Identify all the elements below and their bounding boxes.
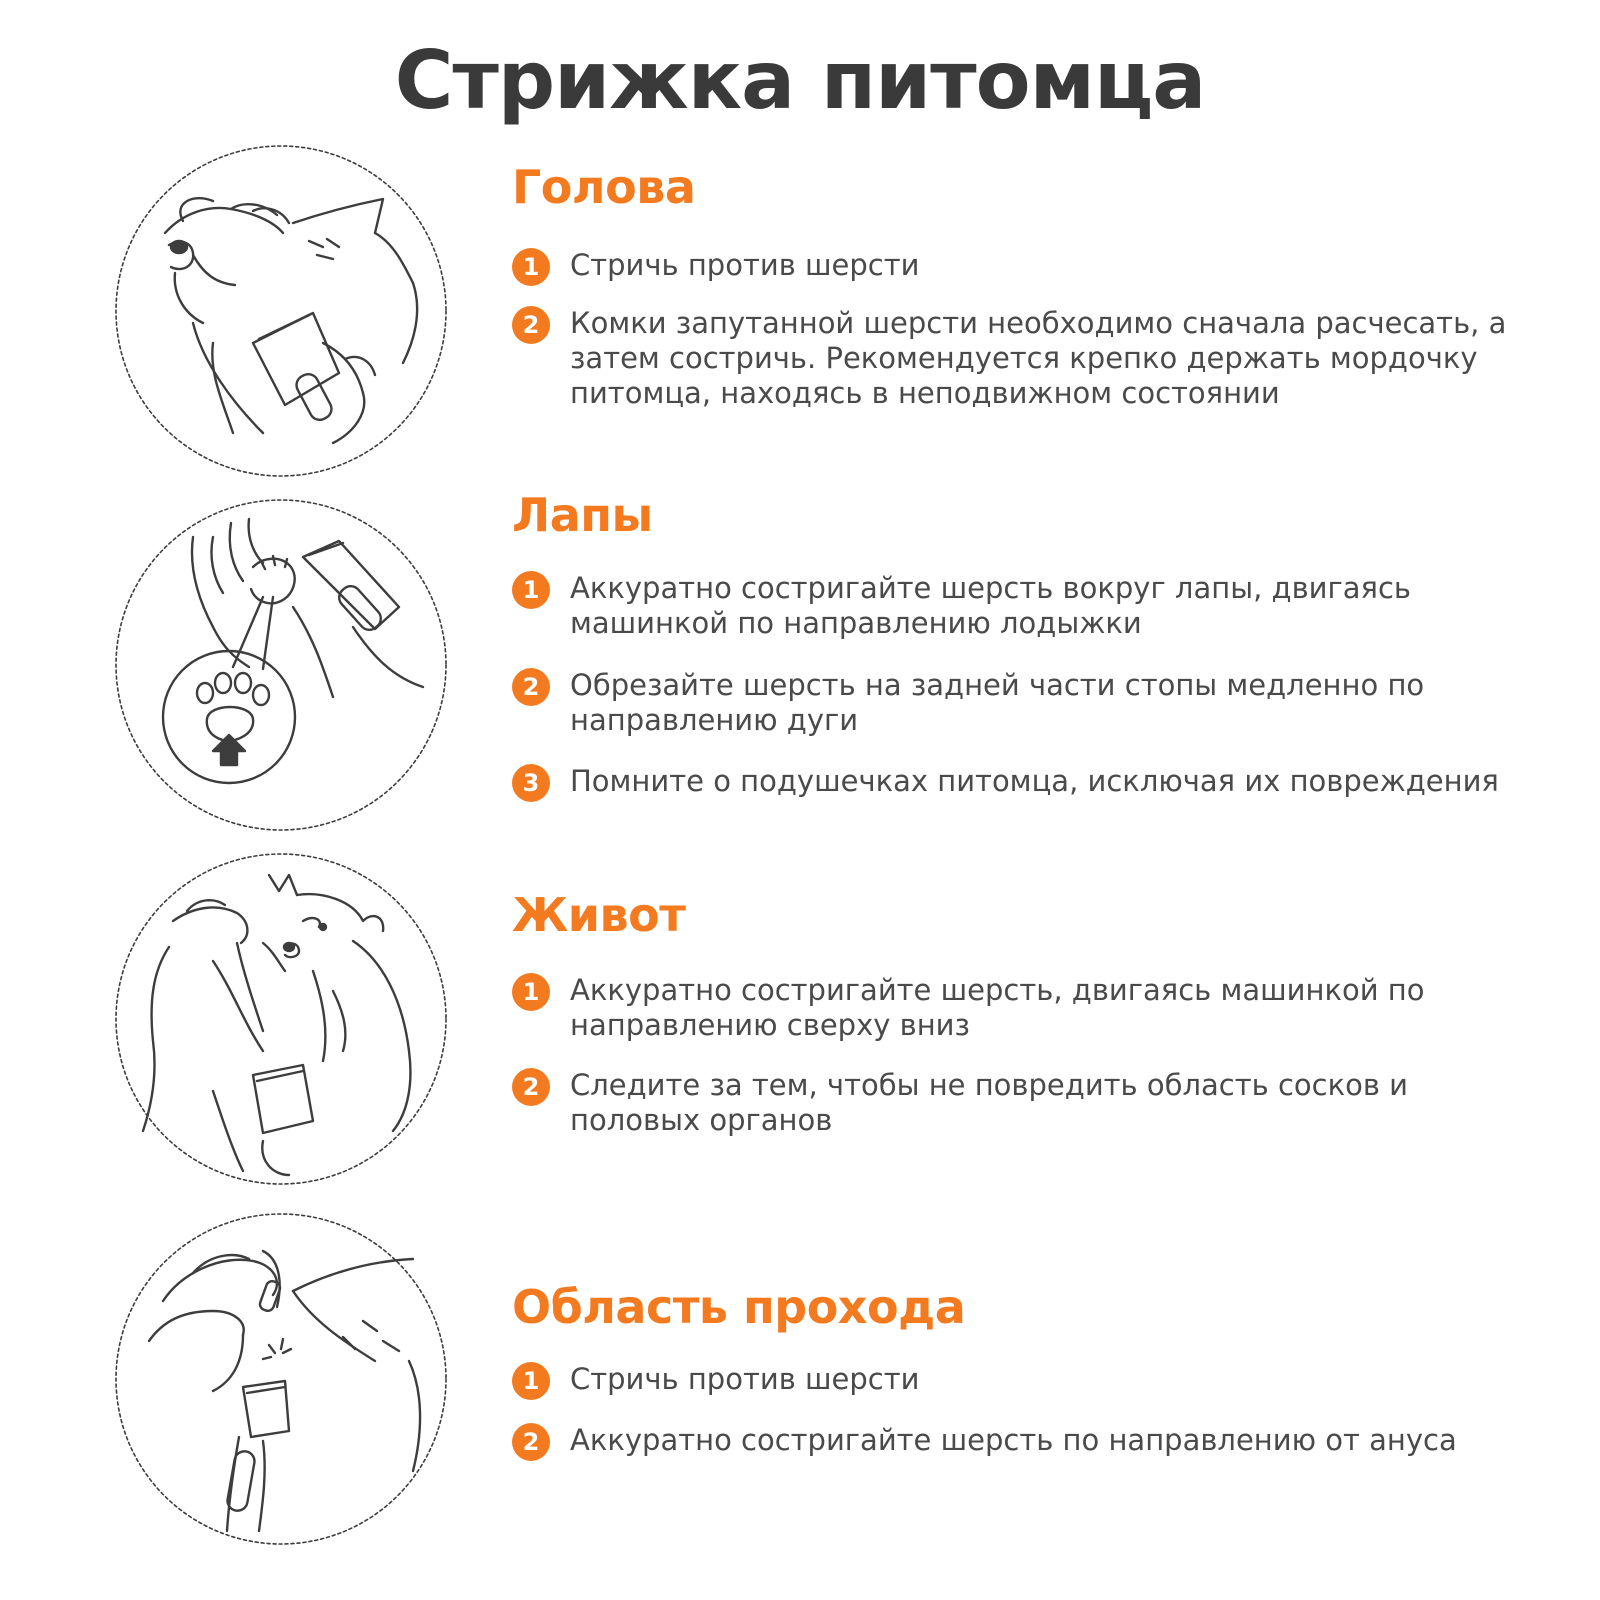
section-heading-paws: Лапы (512, 488, 653, 542)
step-text: Аккуратно состригайте шерсть по направлению от ануса (570, 1423, 1457, 1457)
step-number-badge: 2 (512, 1423, 550, 1461)
step-text: Обрезайте шерсть на задней части стопы медленно по направлению дуги (570, 668, 1425, 737)
step-text: Стричь против шерсти (570, 248, 920, 282)
step-number-badge: 1 (512, 973, 550, 1011)
cat-head-grooming-illustration (113, 143, 449, 479)
step-item (512, 248, 1522, 286)
step-item (512, 571, 1522, 641)
step-number-badge: 1 (512, 1362, 550, 1400)
section-heading-head: Голова (512, 160, 696, 214)
step-number-badge: 2 (512, 306, 550, 344)
belly-grooming-illustration (113, 851, 449, 1187)
rear-area-grooming-illustration (113, 1211, 449, 1547)
step-item (512, 668, 1522, 738)
step-number-badge: 2 (512, 668, 550, 706)
page-title: Стрижка питомца (394, 34, 1206, 127)
step-text: Стричь против шерсти (570, 1362, 920, 1396)
step-item (512, 1362, 1522, 1400)
step-number-badge: 1 (512, 571, 550, 609)
step-item (512, 1423, 1522, 1461)
step-text: Аккуратно состригайте шерсть вокруг лапы, двигаясь машинкой по направлению лодыжки (570, 571, 1411, 640)
step-item (512, 764, 1522, 802)
section-heading-belly: Живот (512, 888, 686, 942)
step-number-badge: 1 (512, 248, 550, 286)
step-item (512, 1068, 1522, 1138)
step-text: Следите за тем, чтобы не повредить область сосков и половых органов (570, 1068, 1408, 1137)
step-text: Аккуратно состригайте шерсть, двигаясь машинкой по направлению сверху вниз (570, 973, 1425, 1042)
step-number-badge: 2 (512, 1068, 550, 1106)
step-item (512, 973, 1522, 1043)
section-heading-rear-area: Область прохода (512, 1280, 966, 1334)
step-text: Помните о подушечках питомца, исключая их повреждения (570, 764, 1499, 798)
step-number-badge: 3 (512, 764, 550, 802)
step-text: Комки запутанной шерсти необходимо сначала расчесать, а затем состричь. Рекомендуется крепко держать мордочку питомца, находясь в неподвижном состоянии (570, 306, 1507, 410)
paw-grooming-illustration (113, 497, 449, 833)
step-item (512, 306, 1522, 411)
